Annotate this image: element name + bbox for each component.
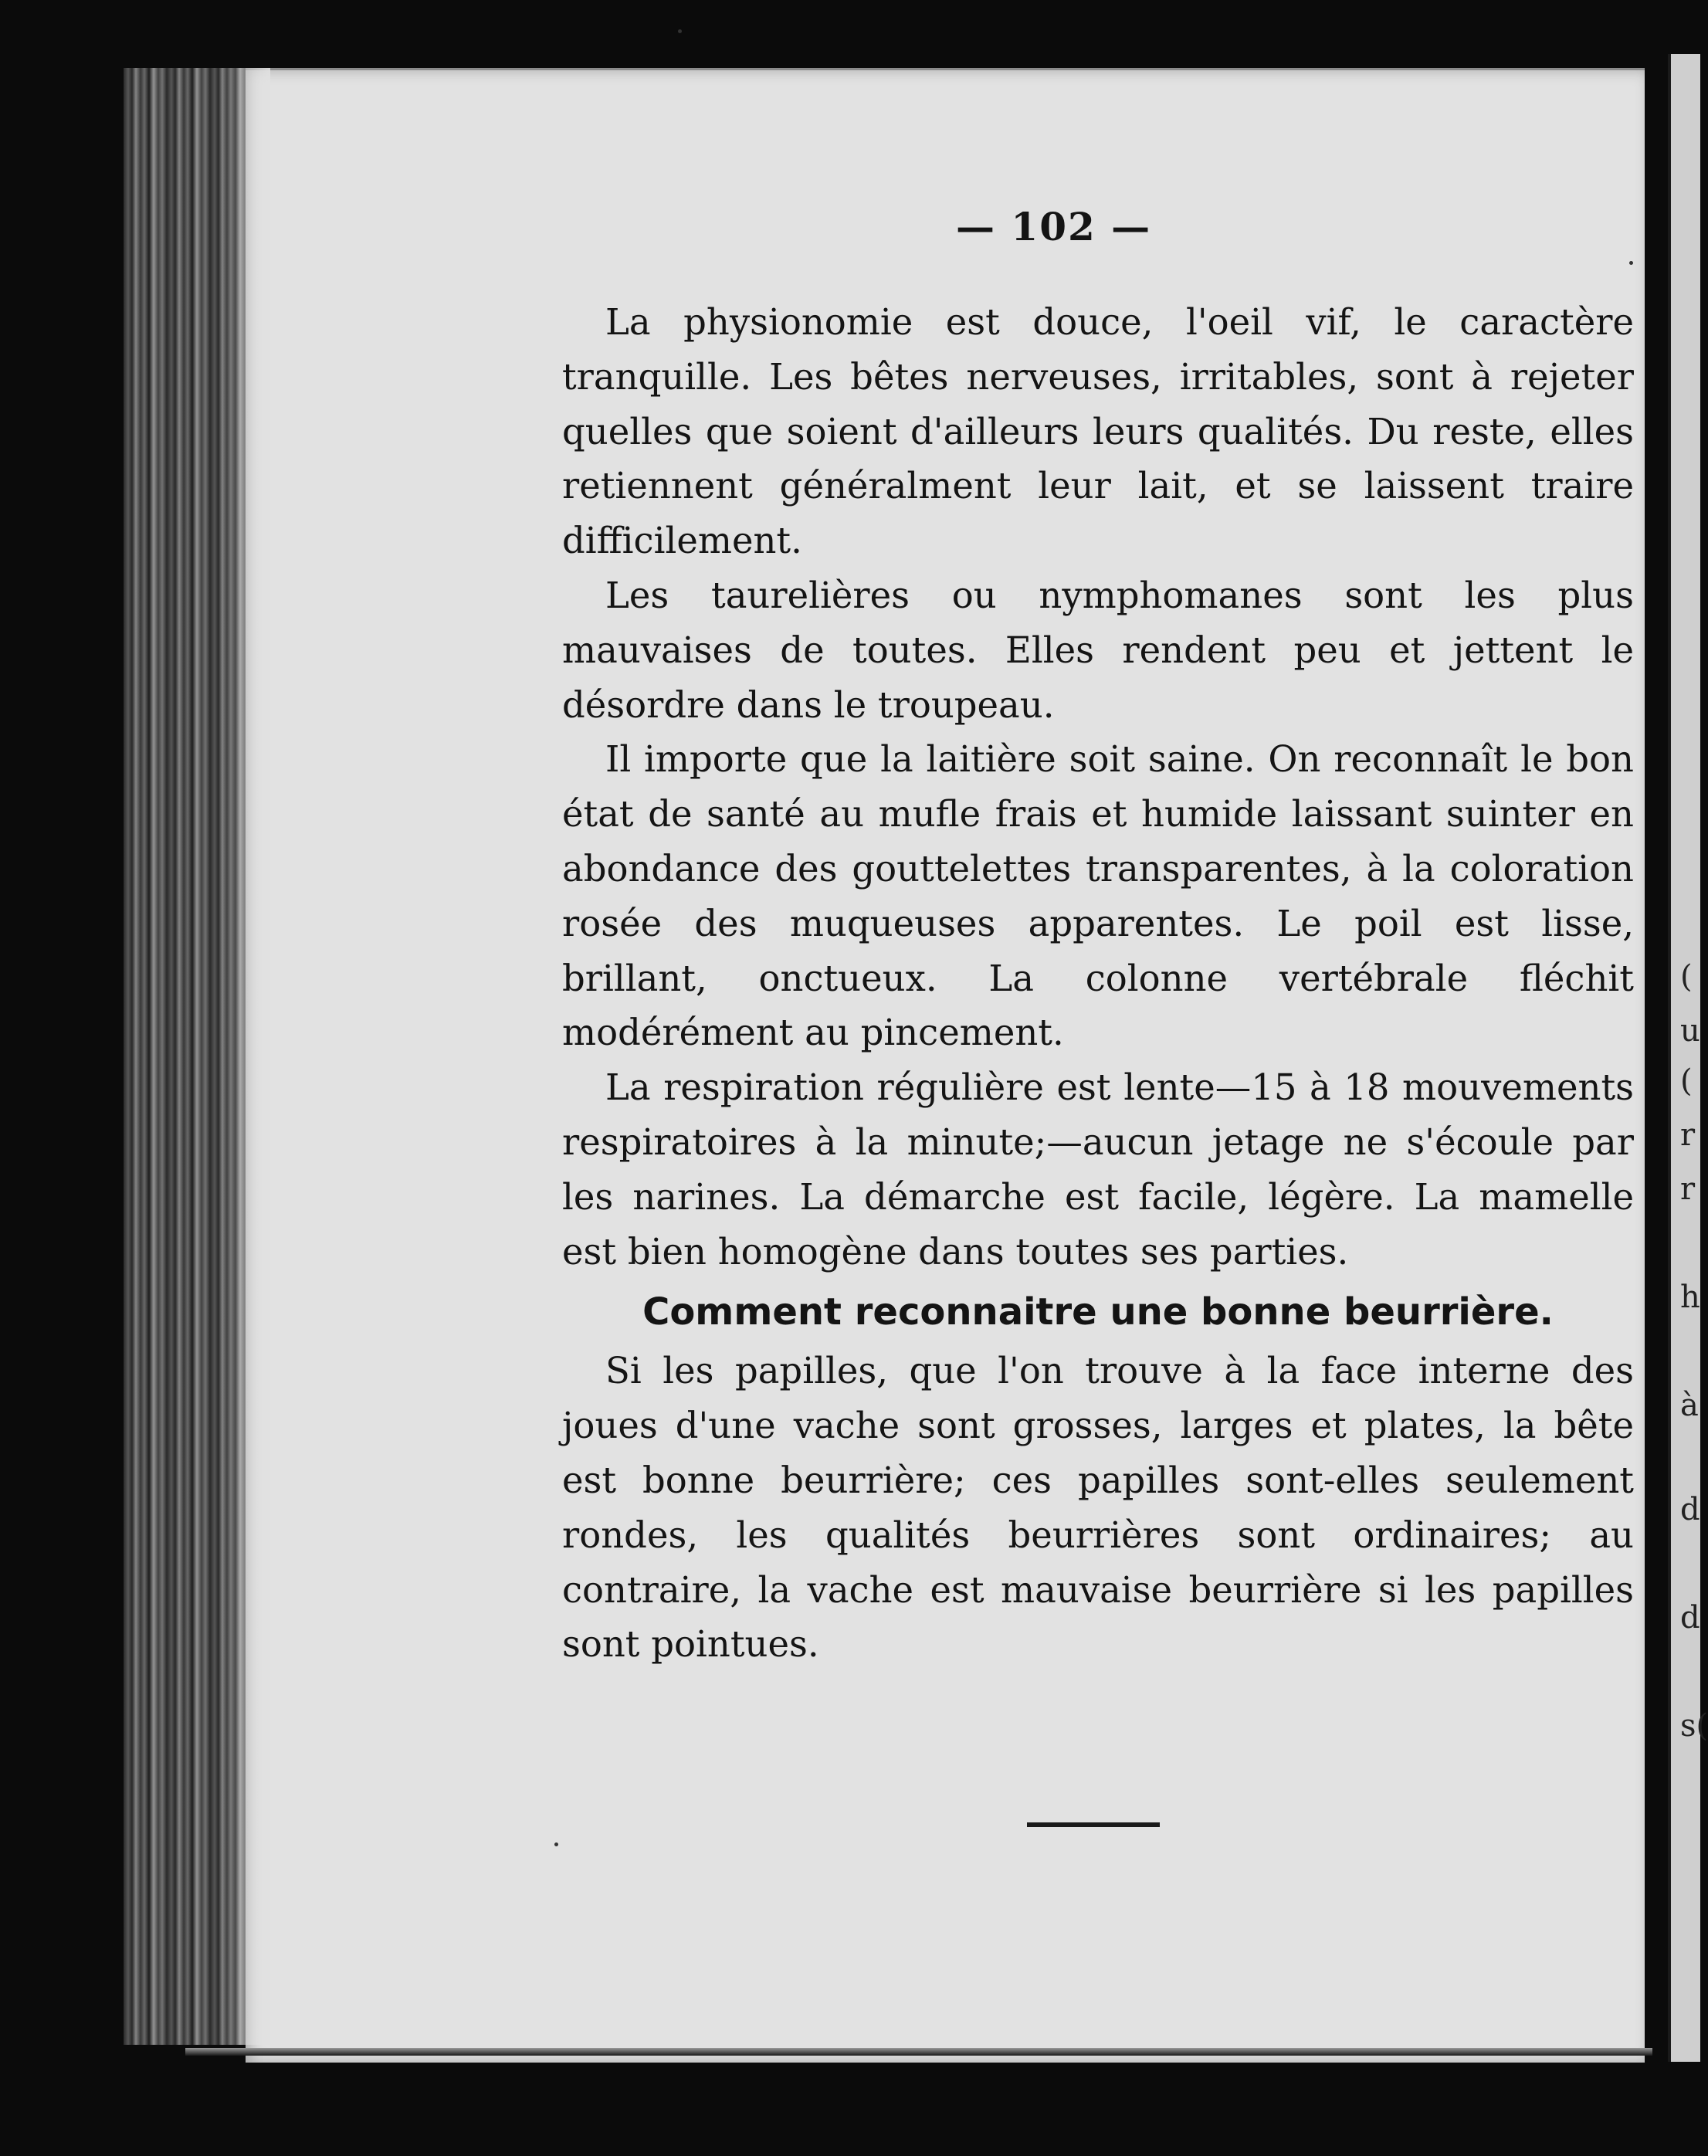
section-heading: Comment reconnaitre une bonne beurrière. (642, 1290, 1554, 1334)
facing-page-fragment: ( (1680, 959, 1693, 995)
paragraph: Si les papilles, que l'on trouve à la face interne des joues d'une vache sont grosses, larges et plates, la bête est bonne beurrière; ces papilles sont-elles seulement rondes, les qualités beurrières sont ordinaires; au contraire, la vache est mauvaise beurrière si les papilles sont pointues. (562, 1350, 1634, 1666)
paragraph: La respiration régulière est lente—15 à 18 mouvements respiratoires à la minute;—aucun jetage ne s'écoule par les narines. La démarche est facile, légère. La mamelle est bien homogène dans toutes ses parties. (562, 1066, 1634, 1273)
facing-page-fragment: r (1680, 1117, 1696, 1153)
end-rule (1027, 1822, 1160, 1827)
paragraph: Les taurelières ou nymphomanes sont les plus mauvaises de toutes. Elles rendent peu et jettent le désordre dans le troupeau. (562, 574, 1634, 726)
facing-page-fragment: s( (1680, 1708, 1708, 1744)
paragraph: La physionomie est douce, l'oeil vif, le caractère tranquille. Les bêtes nerveuses, irritables, sont à rejeter quelles que soient d'ailleurs leurs qualités. Du reste, elles retiennent généralment leur lait, et se laissent traire difficilement. (562, 301, 1634, 562)
dust-speck (1629, 261, 1633, 265)
facing-page-fragment: d (1680, 1492, 1700, 1527)
dust-speck (678, 29, 682, 33)
page-number: — 102 — (956, 204, 1152, 249)
facing-page-fragment: r (1680, 1171, 1696, 1207)
facing-page-fragment: ( (1680, 1063, 1693, 1099)
body-text (562, 295, 1634, 1672)
page-bottom-edge (185, 2048, 1652, 2056)
gutter-shadow (224, 68, 270, 2045)
facing-page-fragment: à (1680, 1388, 1699, 1423)
facing-page-edge (1668, 54, 1708, 2062)
facing-page-fragment: u (1680, 1013, 1700, 1049)
facing-page-fragment: d (1680, 1600, 1700, 1636)
paragraph: Il importe que la laitière soit saine. On reconnaît le bon état de santé au mufle frais et humide laissant suinter en abondance des gouttelettes transparentes, à la coloration rosée des muqueuses apparentes. Le poil est lisse, brillant, onctueux. La colonne vertébrale fléchit modérément au pincement. (562, 738, 1634, 1054)
dust-speck (554, 1842, 558, 1846)
facing-page-fragment: h (1680, 1280, 1700, 1315)
